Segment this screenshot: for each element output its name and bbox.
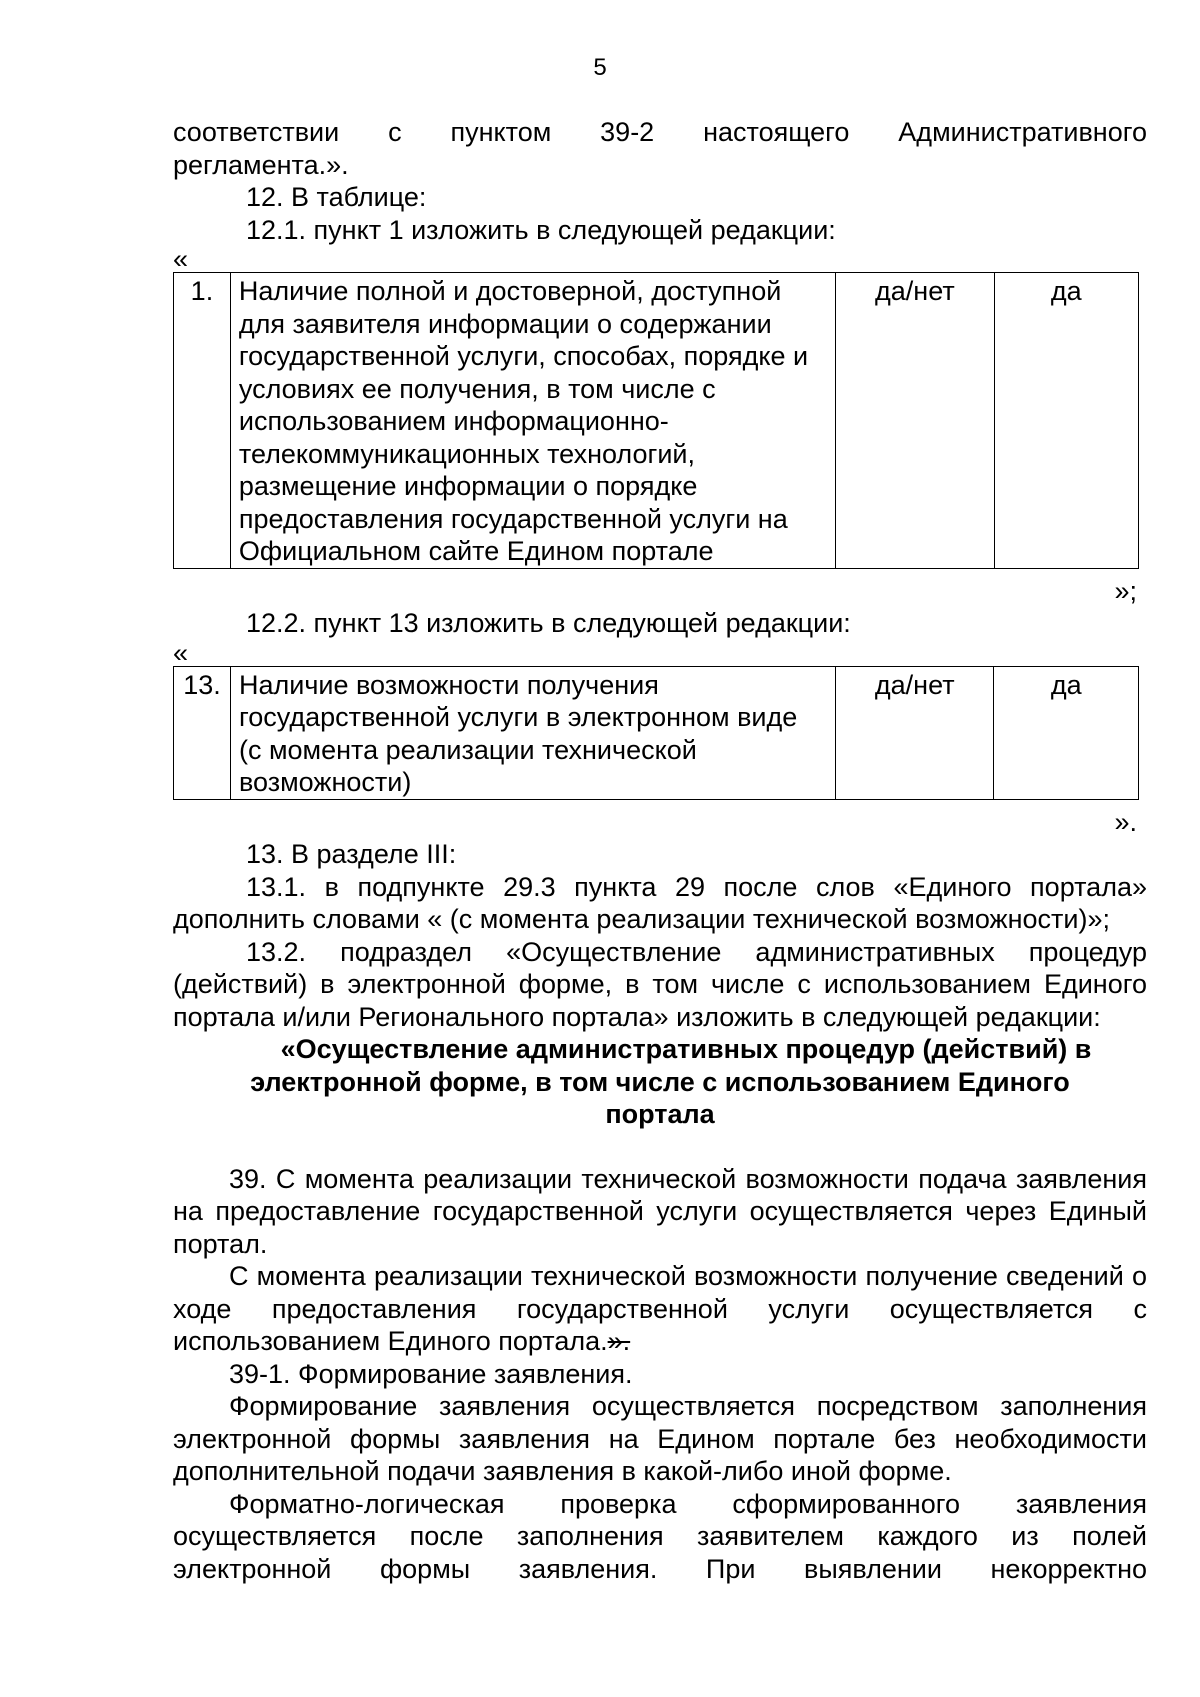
table-cell-unit: да/нет xyxy=(836,666,994,799)
table-cell-unit: да/нет xyxy=(836,273,994,569)
table-row xyxy=(174,273,1139,569)
table-item-13 xyxy=(173,666,1139,800)
para-39-1-a: Формирование заявления осуществляется посредством заполнения электронной формы заявления на Едином портале без необходимости дополнительной подачи заявления в какой-либо иной форме. xyxy=(173,1391,1147,1486)
heading-line-2: электронной форме, в том числе с использованием Единого xyxy=(250,1066,1070,1097)
table-cell-value: да xyxy=(994,666,1139,799)
item-12-1: 12.1. пункт 1 изложить в следующей редакции: xyxy=(246,214,836,245)
table-row xyxy=(174,666,1139,799)
table-cell-num: 13. xyxy=(174,666,231,799)
spacer xyxy=(173,1131,1147,1163)
close-quote-2: ». xyxy=(1114,806,1137,837)
open-quote-2: « xyxy=(173,637,189,668)
item-13: 13. В разделе III: xyxy=(246,839,457,869)
open-quote-1: « xyxy=(173,244,189,274)
item-12: 12. В таблице: xyxy=(246,182,427,212)
heading-line-3: портала xyxy=(605,1099,715,1129)
item-39-1: 39-1. Формирование заявления. xyxy=(229,1358,633,1389)
close-quote-1: »; xyxy=(1114,575,1137,606)
intro-line-2: регламента.». xyxy=(173,149,349,180)
page-number: 5 xyxy=(593,54,607,81)
para-39-b xyxy=(173,1260,1147,1358)
struck-quote: ». xyxy=(607,1326,631,1356)
heading-line-1: «Осуществление административных процедур (действий) в xyxy=(280,1034,1092,1064)
item-13-2: 13.2. подраздел «Осуществление административных процедур (действий) в электронной форме, в том числе с использованием Единого портала и/или Регионального портала» изложить в следующей редакции: xyxy=(173,936,1147,1032)
table-item-1 xyxy=(173,272,1139,569)
table-cell-value: да xyxy=(994,273,1138,569)
para-39: 39. С момента реализации технической возможности подача заявления на предоставление государственной услуги осуществляется через Единый портал. xyxy=(173,1163,1147,1259)
table-cell-name: Наличие возможности получения государственной услуги в электронном виде (с момента реализации технической возможности) xyxy=(230,666,835,799)
para-39-1-b: Форматно-логическая проверка сформированного заявления осуществляется после заполнения заявителем каждого из полей электронной формы заявления. При выявлении некорректно xyxy=(173,1488,1147,1584)
para-39-b-text: С момента реализации технической возможности получение сведений о ходе предоставления государственной услуги осуществляется с использованием Единого портала. xyxy=(173,1261,1147,1356)
table-cell-num: 1. xyxy=(174,273,231,569)
document-body xyxy=(173,116,1147,1585)
section-heading xyxy=(173,1033,1147,1131)
table-cell-name: Наличие полной и достоверной, доступной для заявителя информации о содержании государственной услуги, способах, порядке и условиях ее получения, в том числе с использованием информационно-телекоммуникационных технологий, размещение информации о порядке предоставления государственной услуги на Официальном сайте Едином портале xyxy=(230,273,835,569)
item-13-1: 13.1. в подпункте 29.3 пункта 29 после слов «Единого портала» дополнить словами « (с момента реализации технической возможности)»; xyxy=(173,871,1147,934)
item-12-2: 12.2. пункт 13 изложить в следующей редакции: xyxy=(246,608,851,638)
intro-line-1: соответствии с пунктом 39-2 настоящего Административного xyxy=(173,117,1147,147)
